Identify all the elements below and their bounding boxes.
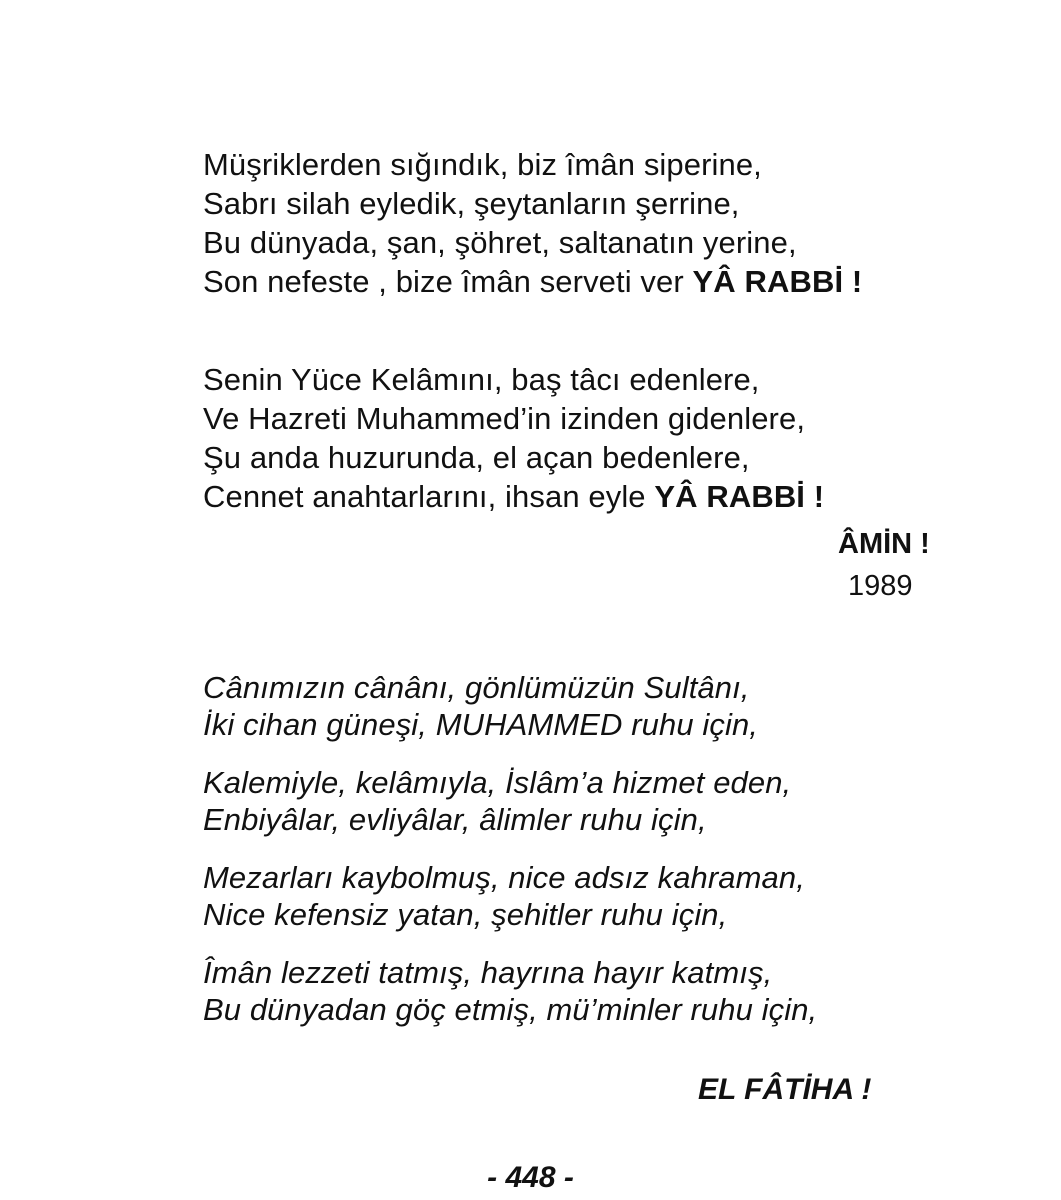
stanza2-line4-text: Cennet anahtarlarını, ihsan eyle	[203, 479, 655, 514]
stanza2-line4	[203, 479, 824, 515]
italic-stanza4-line1: Îmân lezzeti tatmış, hayrına hayır katmış,	[203, 955, 773, 990]
stanza1-line2: Sabrı silah eyledik, şeytanların şerrine,	[203, 186, 740, 221]
italic-stanza4-line2: Bu dünyadan göç etmiş, mü’minler ruhu için,	[203, 992, 818, 1027]
italic-stanza1-line1: Cânımızın cânânı, gönlümüzün Sultânı,	[203, 670, 750, 705]
italic-stanza1-line2: İki cihan güneşi, MUHAMMED ruhu için,	[203, 707, 758, 742]
stanza2-line3: Şu anda huzurunda, el açan bedenlere,	[203, 440, 750, 475]
italic-stanza2-line2: Enbiyâlar, evliyâlar, âlimler ruhu için,	[203, 802, 707, 837]
stanza2-line4-exclamation: YÂ RABBİ !	[654, 479, 825, 514]
stanza2-line1: Senin Yüce Kelâmını, baş tâcı edenlere,	[203, 362, 760, 397]
stanza1-line4-text: Son nefeste , bize îmân serveti ver	[203, 264, 693, 299]
fatiha-label: EL FÂTİHA !	[698, 1073, 872, 1106]
stanza1-line3: Bu dünyada, şan, şöhret, saltanatın yerine,	[203, 225, 797, 260]
italic-stanza3-line2: Nice kefensiz yatan, şehitler ruhu için,	[203, 897, 728, 932]
amin-label: ÂMİN !	[838, 528, 930, 560]
stanza2-line2: Ve Hazreti Muhammed’in izinden gidenlere,	[203, 401, 806, 436]
italic-stanza3-line1: Mezarları kaybolmuş, nice adsız kahraman,	[203, 860, 805, 895]
stanza1-line4	[203, 264, 862, 300]
stanza1-line4-exclamation: YÂ RABBİ !	[692, 264, 863, 299]
year-label: 1989	[848, 570, 913, 602]
stanza1-line1: Müşriklerden sığındık, biz îmân siperine,	[203, 147, 762, 182]
page-number: - 448 -	[487, 1161, 574, 1194]
italic-stanza2-line1: Kalemiyle, kelâmıyla, İslâm’a hizmet eden,	[203, 765, 792, 800]
